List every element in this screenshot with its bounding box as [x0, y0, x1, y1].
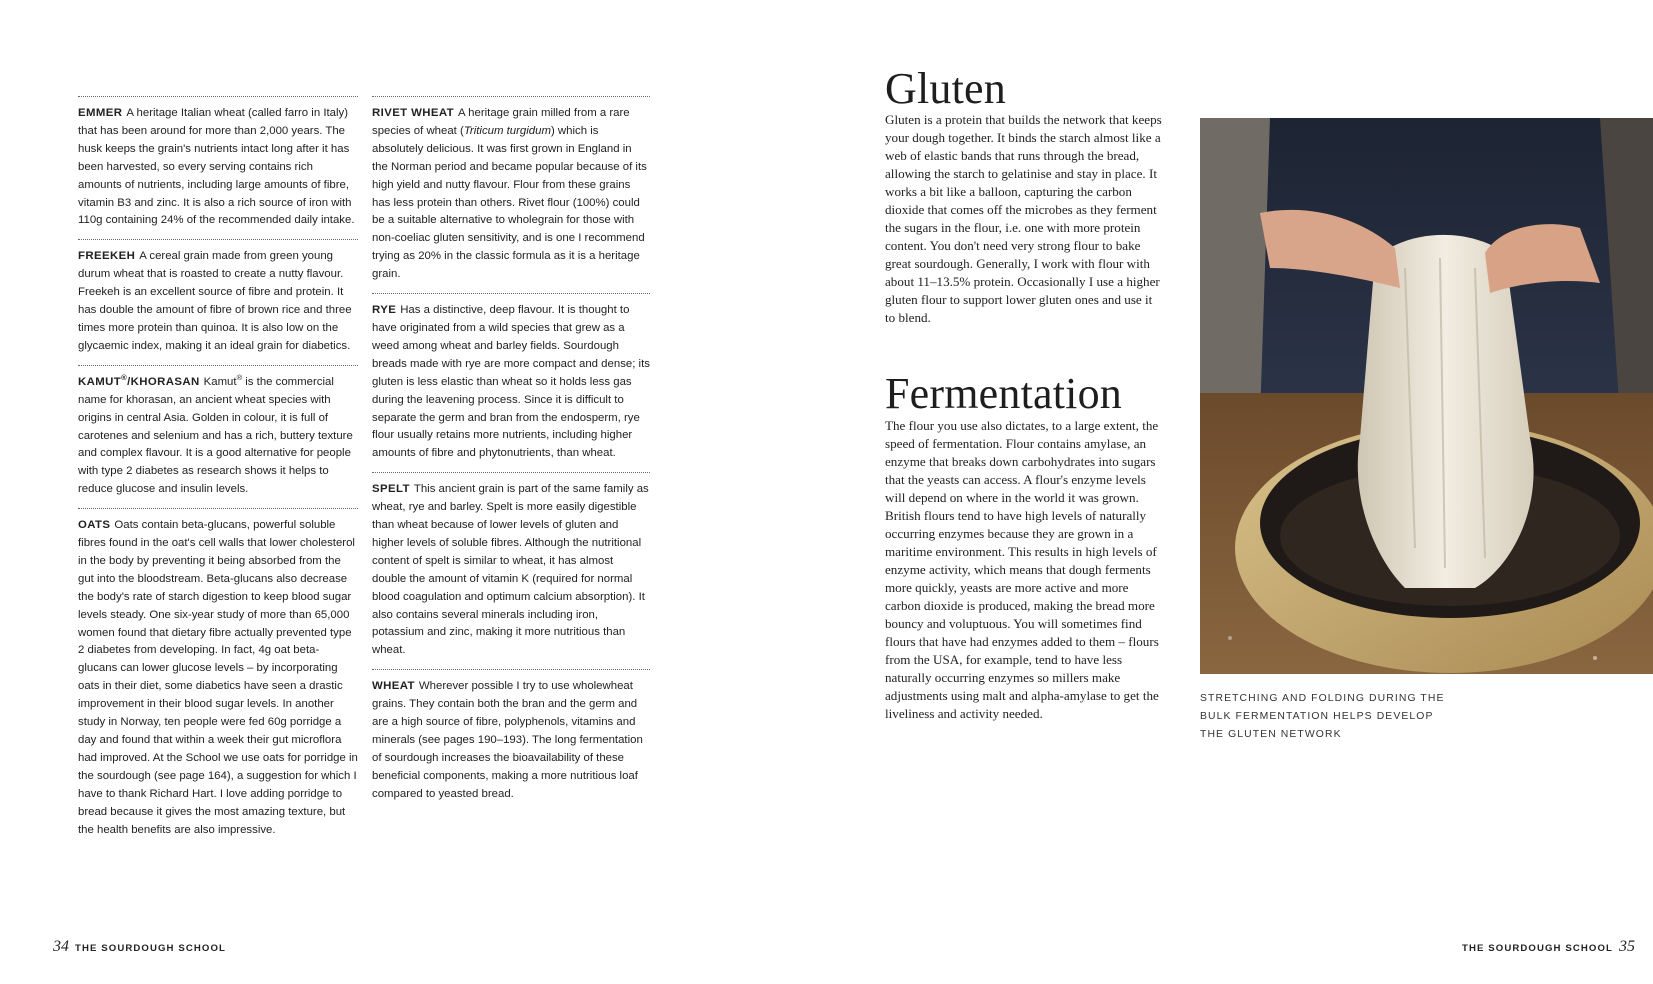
- grain-description: ) which is absolutely delicious. It was first grown in England in the Norman period and became popular because of its high yield and nutty flavour. Flour from these grains has less protein than others. Rivet flour (100%) could be a suitable alternative to wholegrain for those with non-coeliac gluten sensitivity, and is one I recommend trying as 20% in the classic formula as it is a heritage grain.: [372, 124, 647, 281]
- grain-description: This ancient grain is part of the same family as wheat, rye and barley. Spelt is more easily digestible than wheat because of lower levels of gluten and higher levels of soluble fibres. Although the nutritional content of spelt is similar to wheat, it has almost double the amount of vitamin K (required for normal blood coagulation and optimum calcium absorption). It also contains several minerals including iron, potassium and zinc, making it more nutritious than wheat.: [372, 483, 649, 657]
- running-head: THE SOURDOUGH SCHOOL: [75, 943, 226, 954]
- grain-description: A heritage Italian wheat (called farro in Italy) that has been around for more than 2,000 years. The husk keeps the grain's nutrients intact long after it has been harvested, so every serving contains rich amounts of nutrients, including large amounts of fibre, vitamin B3 and zinc. It is also a rich source of iron with 110g containing 24% of the recommended daily intake.: [78, 107, 355, 227]
- grain-term-part: KAMUT: [78, 375, 122, 388]
- latin-name: Triticum turgidum: [463, 124, 551, 137]
- grain-description: A cereal grain made from green young durum wheat that is roasted to create a nutty flavour. Freekeh is an excellent source of fibre and protein. It has double the amount of fibre of brown rice and three times more protein than quinoa. It is also low on the glycaemic index, making it an ideal grain for diabetics.: [78, 250, 352, 352]
- grain-term: RYE: [372, 304, 397, 317]
- grain-description: Oats contain beta-glucans, powerful soluble fibres found in the oat's cell walls that lower cholesterol in the body by preventing it being absorbed from the gut into the bloodstream. Beta-glucans also decrease the body's rate of starch digestion to keep blood sugar levels steady. One six-year study of more than 65,000 women found that dietary fibre actually prevented type 2 diabetes from developing. In fact, 4g oat beta-glucans can lower glucose levels – by incorporating oats in their diet, some diabetics have seen a drastic improvement in their blood sugar levels. In another study in Norway, ten people were fed 60g porridge a day and found that within a week their gut microflora had improved. At the School we use oats for porridge in the sourdough (see page 164), a suggestion for which I have to thank Richard Hart. I love adding porridge to bread because it gives the most amazing texture, but the health benefits are also impressive.: [78, 519, 358, 836]
- grain-term: FREEKEH: [78, 250, 136, 263]
- fermentation-heading: Fermentation: [885, 369, 1123, 418]
- grain-entry-rye: [372, 293, 650, 463]
- page-number: 35: [1619, 938, 1635, 955]
- grain-entry-kamut: [78, 365, 358, 499]
- grain-column-1: [78, 96, 358, 848]
- page-number: 34: [53, 938, 69, 955]
- gluten-body: Gluten is a protein that builds the network that keeps your dough together. It binds the starch almost like a web of elastic bands that runs through the bread, allowing the starch to gelatinise and stay in place. It works a bit like a balloon, capturing the carbon dioxide that comes off the microbes as they ferment the sugars in the flour, i.e. one with more protein content. You don't need very strong flour to bake great sourdough. Generally, I work with flour with about 11–13.5% protein. Occasionally I use a higher gluten flour to support lower gluten ones and use it to blend.: [885, 112, 1162, 325]
- left-page-folio: [53, 938, 226, 956]
- dough-stretching-photo: [1200, 118, 1653, 674]
- grain-entry-rivet-wheat: [372, 96, 650, 284]
- photo-illustration: [1200, 118, 1653, 674]
- photo-caption: STRETCHING AND FOLDING DURING THE BULK FERMENTATION HELPS DEVELOP THE GLUTEN NETWORK: [1200, 693, 1445, 740]
- grain-entry-wheat: [372, 669, 650, 803]
- grain-term: RIVET WHEAT: [372, 107, 455, 119]
- gluten-heading: Gluten: [885, 64, 1006, 113]
- grain-term: OATS: [78, 519, 111, 532]
- right-page-folio: [1462, 938, 1635, 956]
- grain-entry-emmer: [78, 96, 358, 230]
- registered-mark: ®: [121, 372, 128, 382]
- grain-term: WHEAT: [372, 680, 415, 693]
- grain-term: [78, 372, 200, 388]
- registered-mark: ®: [236, 372, 243, 382]
- running-head: THE SOURDOUGH SCHOOL: [1462, 943, 1613, 954]
- grain-term-part: /KHORASAN: [127, 375, 200, 388]
- grain-term: EMMER: [78, 107, 123, 119]
- grain-description: Has a distinctive, deep flavour. It is thought to have originated from a wild species that grew as a weed among wheat and barley fields. Sourdough breads made with rye are more compact and dense; its gluten is less elastic than wheat so it holds less gas during the leavening process. Since it is difficult to separate the germ and bran from the endosperm, rye flour usually retains more nutrients, including higher amounts of fibre and phytonutrients, than wheat.: [372, 304, 650, 460]
- fermentation-body: The flour you use also dictates, to a large extent, the speed of fermentation. Flour contains amylase, an enzyme that breaks down carbohydrates into sugars that the yeasts can access. A flour's enzyme levels will depend on where in the world it was grown. British flours tend to have high levels of naturally occurring enzymes because they are grown in a maritime environment. This results in high levels of enzyme activity, which means that dough ferments more quickly, yeasts are more active and more carbon dioxide is produced, making the bread more bouncy and voluptuous. You will sometimes find flours that have had enzymes added to them – flours from the USA, for example, tend to have less naturally occurring enzymes so millers make adjustments using malt and alpha-amylase to get the liveliness and activity needed.: [885, 418, 1159, 721]
- grain-description: is the commercial name for khorasan, an ancient wheat species with origins in central Asia. Golden in colour, it is full of carotenes and selenium and has a rich, buttery texture and complex flavour. It is a good alternative for people with type 2 diabetes as research shows it helps to reduce glucose and insulin levels.: [78, 375, 353, 496]
- grain-entry-spelt: [372, 472, 650, 660]
- grain-term: SPELT: [372, 483, 410, 496]
- grain-description-lead: Kamut: [203, 375, 237, 388]
- grain-entry-oats: [78, 508, 358, 839]
- grain-entry-freekeh: [78, 239, 358, 355]
- grain-description-lead: A heritage grain milled from a rare species of wheat (: [372, 107, 630, 137]
- grain-description: Wherever possible I try to use wholewheat grains. They contain both the bran and the germ and are a high source of fibre, polyphenols, vitamins and minerals (see pages 190–193). The long fermentation of sourdough increases the bioavailability of these beneficial components, making a more nutritious loaf compared to yeasted bread.: [372, 680, 643, 800]
- grain-column-2: [372, 96, 650, 813]
